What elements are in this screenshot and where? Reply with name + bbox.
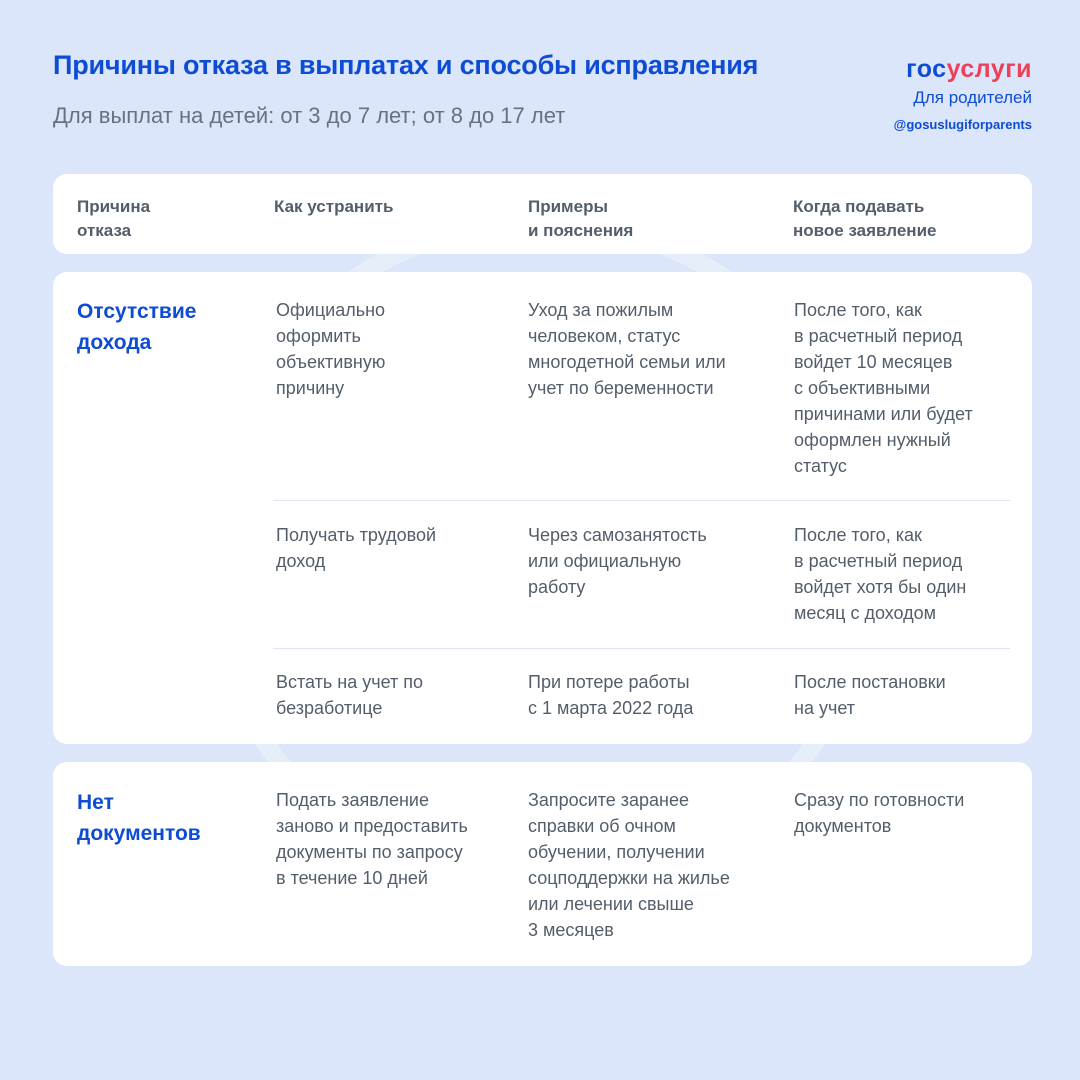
logo-handle: @gosuslugiforparents bbox=[893, 117, 1032, 132]
header-when: Когда подавать новое заявление bbox=[793, 197, 937, 240]
logo-wordmark: госуслуги bbox=[906, 55, 1032, 83]
row-fix: Подать заявление заново и предоставить документы по запросу в течение 10 дней bbox=[276, 790, 468, 888]
row3-when: После постановки на учет bbox=[794, 672, 946, 718]
page-title: Причины отказа в выплатах и способы исправления bbox=[53, 50, 759, 80]
row1-when: После того, как в расчетный период войдет 10 месяцев с объективными причинами или будет оформлен нужный статус bbox=[794, 300, 973, 476]
reason-title: Нет документов bbox=[77, 791, 201, 845]
row-divider bbox=[273, 500, 1010, 501]
logo-subtitle: Для родителей bbox=[913, 88, 1032, 107]
page-subtitle: Для выплат на детей: от 3 до 7 лет; от 8 до 17 лет bbox=[53, 103, 566, 128]
section-no-income bbox=[53, 272, 1032, 744]
header-fix: Как устранить bbox=[274, 197, 394, 216]
row-divider bbox=[273, 648, 1010, 649]
header-examples: Примеры и пояснения bbox=[528, 197, 634, 240]
header-reason: Причина отказа bbox=[77, 197, 151, 240]
gosuslugi-logo bbox=[894, 56, 1032, 132]
table-header bbox=[53, 174, 1032, 254]
section-no-documents bbox=[53, 762, 1032, 966]
row-when: Сразу по готовности документов bbox=[794, 790, 965, 836]
row-examples: Запросите заранее справки об очном обучении, получении соцподдержки на жилье или лечении свыше 3 месяцев bbox=[528, 790, 730, 940]
reason-title: Отсутствие дохода bbox=[77, 300, 197, 354]
row2-when: После того, как в расчетный период войдет хотя бы один месяц с доходом bbox=[794, 525, 967, 623]
row3-examples: При потере работы с 1 марта 2022 года bbox=[528, 672, 694, 718]
row2-examples: Через самозанятость или официальную работу bbox=[528, 525, 707, 597]
row3-fix: Встать на учет по безработице bbox=[276, 672, 424, 718]
row1-examples: Уход за пожилым человеком, статус многодетной семьи или учет по беременности bbox=[528, 300, 726, 398]
row1-fix: Официально оформить объективную причину bbox=[276, 300, 386, 398]
row2-fix: Получать трудовой доход bbox=[276, 525, 437, 571]
